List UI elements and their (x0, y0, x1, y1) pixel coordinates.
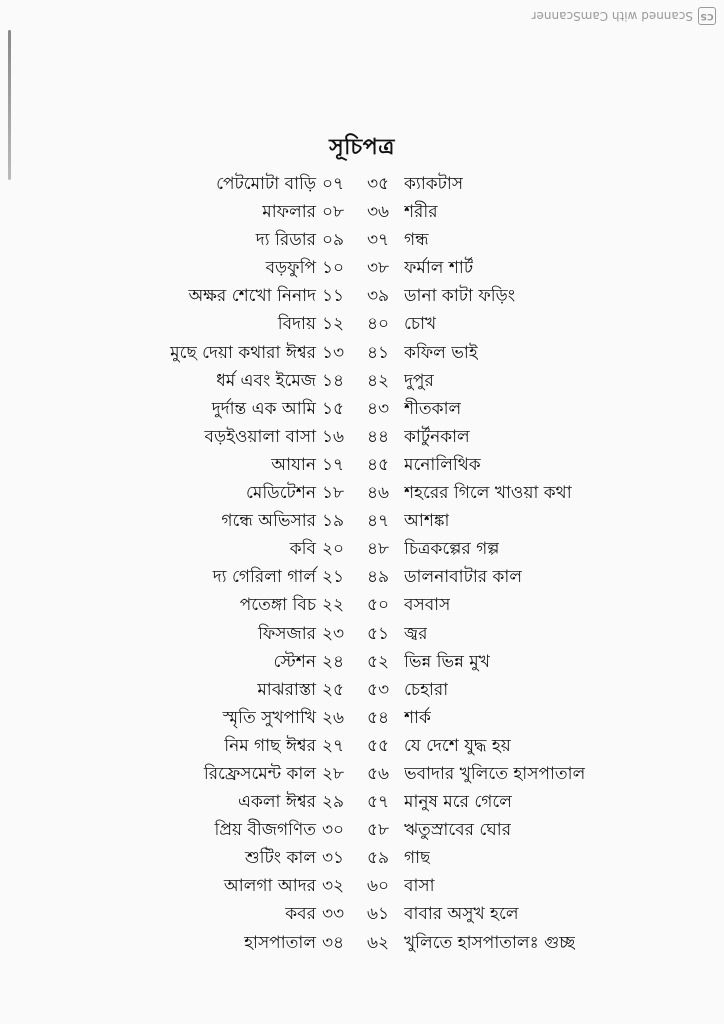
left-entry-page: ০৯ (322, 230, 345, 251)
toc-row (0, 563, 724, 591)
toc-row (0, 254, 724, 282)
left-entry-title: মেডিটেশন (245, 483, 316, 504)
toc-row (0, 872, 724, 900)
right-entry-title: আশঙ্কা (404, 511, 450, 532)
left-entry-title: প্রিয় বীজগণিত (214, 820, 316, 841)
left-entry-page: ২১ (322, 567, 345, 588)
left-entry-page: ১৪ (322, 370, 345, 391)
page-title: সূচিপত্র (329, 135, 395, 160)
toc-row (0, 929, 724, 957)
right-entry-page: ৬১ (367, 904, 390, 925)
toc-row (0, 507, 724, 535)
toc-row (0, 788, 724, 816)
left-entry-title: আযান (271, 454, 316, 475)
toc-row (0, 339, 724, 367)
left-entry-page: ১৯ (322, 511, 345, 532)
left-entry-title: দ্য রিডার (255, 230, 316, 251)
left-entry-title: মাঝরাস্তা (257, 679, 316, 700)
left-entry-page: ২২ (322, 595, 345, 616)
right-entry-title: শীতকাল (404, 398, 462, 419)
toc-row (0, 310, 724, 338)
right-entry-title: যে দেশে যুদ্ধ হয় (404, 735, 511, 756)
left-entry-title: স্টেশন (273, 651, 316, 672)
right-entry-page: ৪৫ (367, 454, 390, 475)
toc-row (0, 900, 724, 928)
right-entry-title: গাছ (404, 848, 431, 869)
table-of-contents (0, 170, 724, 957)
right-entry-title: শার্ক (404, 707, 431, 728)
right-entry-page: ৫০ (367, 595, 390, 616)
left-entry-page: ২৮ (322, 763, 345, 784)
right-entry-title: ডানা কাটা ফড়িং (404, 286, 516, 307)
camscanner-watermark (516, 6, 716, 26)
right-entry-page: ৪৯ (367, 567, 390, 588)
right-entry-page: ৫৫ (367, 735, 390, 756)
right-entry-title: চেহারা (404, 679, 449, 700)
right-entry-title: চিত্রকল্পের গল্প (404, 539, 500, 560)
left-entry-page: ৩২ (322, 876, 345, 897)
toc-row (0, 367, 724, 395)
left-entry-page: ২৯ (322, 792, 345, 813)
left-entry-page: ২০ (322, 539, 345, 560)
right-entry-title: ভিন্ন ভিন্ন মুখ (404, 651, 490, 672)
right-entry-title: কার্টুনকাল (404, 426, 470, 447)
right-entry-page: ৫৯ (367, 848, 390, 869)
left-entry-title: গন্ধে অভিসার (221, 511, 316, 532)
right-entry-page: ৫৭ (367, 792, 390, 813)
toc-row (0, 648, 724, 676)
left-entry-title: কবর (285, 904, 316, 925)
right-entry-page: ৪৩ (367, 398, 390, 419)
right-entry-title: ফর্মাল শার্ট (404, 258, 474, 279)
right-entry-page: ৪১ (367, 342, 390, 363)
left-entry-title: মাফলার (262, 202, 316, 223)
right-entry-title: শহরের গিলে খাওয়া কথা (404, 483, 572, 504)
left-entry-title: বড়ফুপি (265, 258, 316, 279)
toc-row (0, 198, 724, 226)
left-entry-title: একলা ঈশ্বর (238, 792, 316, 813)
left-entry-page: ২৫ (322, 679, 345, 700)
left-entry-title: পতেঙ্গা বিচ (239, 595, 316, 616)
left-entry-title: বড়ইওয়ালা বাসা (204, 426, 316, 447)
right-entry-title: বাসা (404, 876, 435, 897)
toc-row (0, 535, 724, 563)
left-entry-title: বিদায় (277, 314, 316, 335)
left-entry-title: অক্ষর শেখো নিনাদ (188, 286, 316, 307)
right-entry-title: চোখ (404, 314, 437, 335)
right-entry-title: শরীর (404, 202, 438, 223)
right-entry-page: ৪৮ (367, 539, 390, 560)
right-entry-title: খুলিতে হাসপাতালঃ গুচ্ছ (404, 932, 576, 953)
left-entry-title: পেটমোটা বাড়ি (216, 174, 316, 194)
left-entry-title: আলগা আদর (223, 876, 316, 897)
left-entry-page: ১৮ (322, 483, 345, 504)
toc-row (0, 282, 724, 310)
right-entry-title: বাবার অসুখ হলে (404, 904, 519, 925)
right-entry-title: গন্ধ (404, 230, 429, 251)
toc-row (0, 423, 724, 451)
right-entry-page: ৪৪ (367, 426, 390, 447)
left-entry-page: ০৭ (322, 174, 345, 194)
left-entry-page: ২৪ (322, 651, 345, 672)
toc-row (0, 816, 724, 844)
right-entry-page: ৬০ (367, 876, 390, 897)
right-entry-title: জ্বর (404, 623, 428, 644)
left-entry-title: রিফ্রেসমেন্ট কাল (203, 763, 316, 784)
left-entry-page: ৩১ (322, 848, 345, 869)
right-entry-title: মানুষ মরে গেলে (404, 792, 512, 813)
right-entry-page: ৬২ (367, 932, 390, 953)
left-entry-page: ২৬ (322, 707, 345, 728)
right-entry-page: ৪৭ (367, 511, 390, 532)
toc-row (0, 760, 724, 788)
toc-row (0, 395, 724, 423)
left-entry-page: ৩৪ (322, 932, 345, 953)
right-entry-title: ডালনাবাটার কাল (404, 567, 523, 588)
right-entry-page: ৫২ (367, 651, 390, 672)
left-entry-title: দ্য গেরিলা গার্ল (212, 567, 316, 588)
left-entry-title: মুছে দেয়া কথারা ঈশ্বর (170, 342, 316, 363)
right-entry-page: ৩৮ (367, 258, 390, 279)
toc-row (0, 676, 724, 704)
right-entry-page: ৪০ (367, 314, 390, 335)
right-entry-page: ৫৮ (367, 820, 390, 841)
left-entry-page: ১১ (322, 286, 345, 307)
left-entry-page: ২৩ (322, 623, 345, 644)
left-entry-title: স্মৃতি সুখপাখি (222, 707, 316, 728)
left-entry-title: হাসপাতাল (244, 932, 316, 953)
right-entry-title: বসবাস (404, 595, 451, 616)
toc-row (0, 732, 724, 760)
right-entry-page: ৫৪ (367, 707, 390, 728)
toc-row (0, 704, 724, 732)
right-entry-title: দুপুর (404, 370, 434, 391)
right-entry-page: ৩৫ (367, 174, 390, 194)
toc-row (0, 451, 724, 479)
left-entry-title: শুটিং কাল (245, 848, 316, 869)
left-entry-page: ১৬ (322, 426, 345, 447)
left-entry-page: ১৫ (322, 398, 345, 419)
left-entry-title: কবি (289, 539, 316, 560)
right-entry-title: কফিল ভাই (404, 342, 478, 363)
right-entry-title: ক্যাকটাস (404, 174, 464, 194)
toc-row (0, 591, 724, 619)
left-entry-page: ১৭ (322, 454, 345, 475)
watermark-text: Scanned with CamScanner (531, 9, 693, 23)
left-entry-title: ফিসজার (257, 623, 316, 644)
toc-row (0, 844, 724, 872)
toc-row (0, 620, 724, 648)
camscanner-logo-icon: CS (698, 7, 716, 25)
left-entry-title: নিম গাছ ঈশ্বর (224, 735, 316, 756)
right-entry-page: ৫৩ (367, 679, 390, 700)
right-entry-page: ৩৬ (367, 202, 390, 223)
right-entry-page: ৪২ (367, 370, 390, 391)
left-entry-title: দুর্দান্ত এক আমি (211, 398, 316, 419)
toc-row (0, 226, 724, 254)
left-entry-page: ১২ (322, 314, 345, 335)
right-entry-title: মনোলিথিক (404, 454, 481, 475)
toc-row (0, 170, 724, 198)
left-entry-page: ১০ (322, 258, 345, 279)
left-entry-page: ৩৩ (322, 904, 345, 925)
right-entry-page: ৫৬ (367, 763, 390, 784)
left-entry-page: ১৩ (322, 342, 345, 363)
right-entry-page: ৫১ (367, 623, 390, 644)
right-entry-page: ৪৬ (367, 483, 390, 504)
right-entry-title: ভবাদার খুলিতে হাসপাতাল (404, 763, 586, 784)
right-entry-page: ৩৯ (367, 286, 390, 307)
left-entry-page: ৩০ (322, 820, 345, 841)
right-entry-title: ঋতুস্রাবের ঘোর (404, 820, 512, 841)
right-entry-page: ৩৭ (367, 230, 390, 251)
left-entry-page: ২৭ (322, 735, 345, 756)
toc-row (0, 479, 724, 507)
left-entry-title: ধর্ম এবং ইমেজ (216, 370, 316, 391)
left-entry-page: ০৮ (322, 202, 345, 223)
